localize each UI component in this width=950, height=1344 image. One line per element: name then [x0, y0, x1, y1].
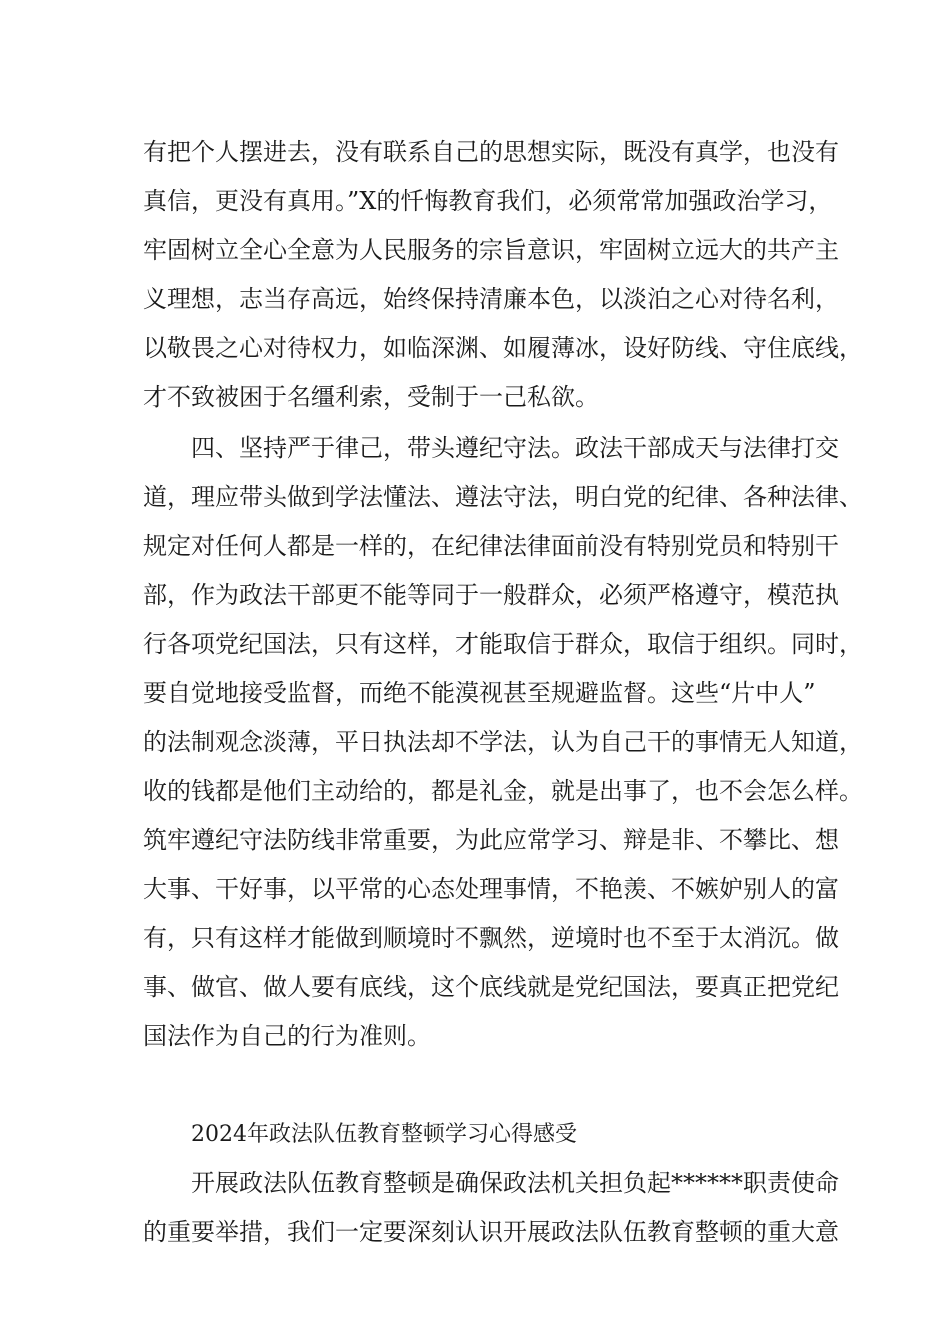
text-line: 收的钱都是他们主动给的，都是礼金，就是出事了，也不会怎么样。: [143, 777, 863, 805]
text-line: 有，只有这样才能做到顺境时不飘然，逆境时也不至于太消沉。做: [143, 924, 839, 952]
text-line: 才不致被困于名缰利索，受制于一己私欲。: [143, 383, 599, 411]
text-line: 大事、干好事，以平常的心态处理事情，不艳羡、不嫉妒别人的富: [143, 875, 839, 903]
text-line: 真信，更没有真用。”X的忏悔教育我们，必须常常加强政治学习，: [143, 187, 833, 215]
section-heading: [143, 1110, 823, 1159]
text-line: 事、做官、做人要有底线，这个底线就是党纪国法，要真正把党纪: [143, 973, 839, 1001]
text-line: 要自觉地接受监督，而绝不能漠视甚至规避监督。这些“片中人”: [143, 679, 816, 707]
text-line: 行各项党纪国法，只有这样，才能取信于群众，取信于组织。同时，: [143, 630, 863, 658]
text-line: 的法制观念淡薄，平日执法却不学法，认为自己干的事情无人知道，: [143, 728, 863, 756]
text-line: 国法作为自己的行为准则。: [143, 1022, 431, 1050]
text-line: 开展政法队伍教育整顿是确保政法机关担负起******职责使命: [191, 1169, 839, 1197]
heading-text: 2024年政法队伍教育整顿学习心得感受: [191, 1122, 577, 1147]
text-line: 义理想，志当存高远，始终保持清廉本色，以淡泊之心对待名利，: [143, 285, 839, 313]
text-line: 道，理应带头做到学法懂法、遵法守法，明白党的纪律、各种法律、: [143, 483, 863, 511]
text-line: 筑牢遵纪守法防线非常重要，为此应常学习、辩是非、不攀比、想: [143, 826, 839, 854]
text-line: 的重要举措，我们一定要深刻认识开展政法队伍教育整顿的重大意: [143, 1218, 839, 1246]
text-line: 牢固树立全心全意为人民服务的宗旨意识，牢固树立远大的共产主: [143, 236, 839, 264]
paragraph-1: [143, 128, 863, 422]
text-line: 有把个人摆进去，没有联系自己的思想实际，既没有真学，也没有: [143, 138, 839, 166]
paragraph-2: [143, 424, 863, 1061]
text-line: 部，作为政法干部更不能等同于一般群众，必须严格遵守，模范执: [143, 581, 839, 609]
text-line: 规定对任何人都是一样的，在纪律法律面前没有特别党员和特别干: [143, 532, 839, 560]
text-line: 四、坚持严于律己，带头遵纪守法。政法干部成天与法律打交: [191, 434, 839, 462]
text-line: 以敬畏之心对待权力，如临深渊、如履薄冰，设好防线、守住底线，: [143, 334, 863, 362]
paragraph-3: [143, 1159, 839, 1257]
